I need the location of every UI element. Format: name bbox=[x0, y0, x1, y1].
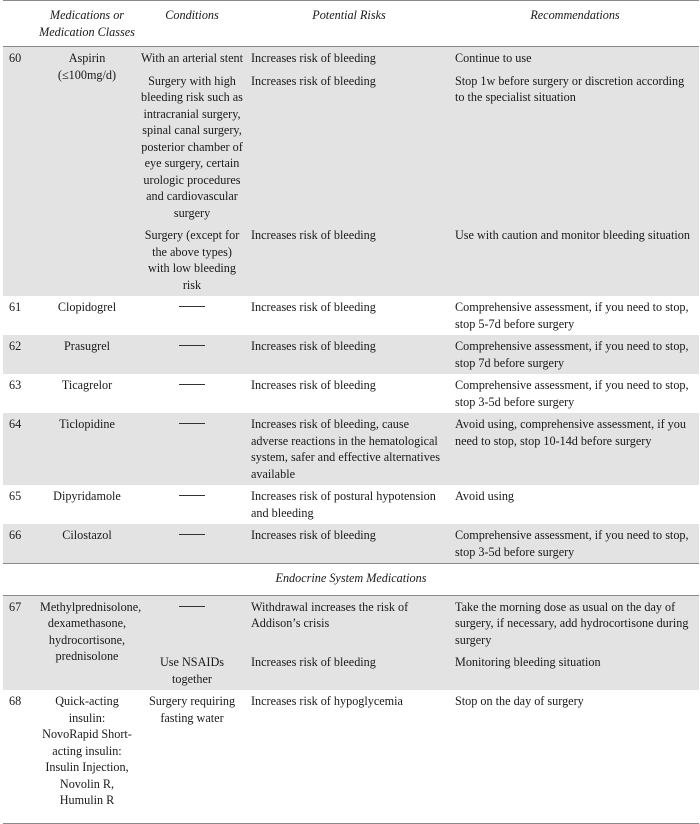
medication-name: Cilostazol bbox=[37, 524, 137, 564]
dash-separator bbox=[179, 534, 205, 535]
condition: Use NSAIDs together bbox=[137, 651, 247, 690]
condition-none bbox=[137, 595, 247, 651]
header-medications: Medications or Medication Classes bbox=[37, 1, 137, 47]
dash-separator bbox=[179, 384, 205, 385]
medication-name: Prasugrel bbox=[37, 335, 137, 374]
medication-name: Clopidogrel bbox=[37, 296, 137, 335]
potential-risk: Increases risk of bleeding bbox=[247, 224, 451, 296]
table-row bbox=[3, 690, 699, 823]
potential-risk: Increases risk of bleeding bbox=[247, 70, 451, 225]
table-row bbox=[3, 413, 699, 485]
medication-name: Aspirin (≤100mg/d) bbox=[37, 47, 137, 297]
condition-none bbox=[137, 413, 247, 485]
row-number: 64 bbox=[3, 413, 37, 485]
recommendation: Comprehensive assessment, if you need to stop, stop 5-7d before surgery bbox=[451, 296, 699, 335]
condition: With an arterial stent bbox=[137, 47, 247, 70]
table-row bbox=[3, 335, 699, 374]
condition: Surgery with high bleeding risk such as intracranial surgery, spinal canal surgery, posterior chamber of eye surgery, certain urologic procedures and cardiovascular surgery bbox=[137, 70, 247, 225]
medication-risk-table bbox=[3, 0, 699, 824]
table-row bbox=[3, 47, 699, 70]
recommendation: Monitoring bleeding situation bbox=[451, 651, 699, 690]
dash-separator bbox=[179, 306, 205, 307]
medication-name: Methylprednisolone, dexamethasone, hydrocortisone, prednisolone bbox=[37, 595, 137, 690]
condition: Surgery requiring fasting water bbox=[137, 690, 247, 823]
potential-risk: Withdrawal increases the risk of Addison’s crisis bbox=[247, 595, 451, 651]
header-recommendations: Recommendations bbox=[451, 1, 699, 47]
condition: Surgery (except for the above types) with low bleeding risk bbox=[137, 224, 247, 296]
table-row bbox=[3, 524, 699, 564]
potential-risk: Increases risk of bleeding, cause adverse reactions in the hematological system, safer and effective alternatives available bbox=[247, 413, 451, 485]
dash-separator bbox=[179, 423, 205, 424]
potential-risk: Increases risk of bleeding bbox=[247, 47, 451, 70]
dash-separator bbox=[179, 606, 205, 607]
recommendation: Comprehensive assessment, if you need to stop, stop 3-5d before surgery bbox=[451, 374, 699, 413]
potential-risk: Increases risk of bleeding bbox=[247, 524, 451, 564]
row-number: 61 bbox=[3, 296, 37, 335]
row-number: 63 bbox=[3, 374, 37, 413]
condition-none bbox=[137, 296, 247, 335]
condition-none bbox=[137, 335, 247, 374]
medication-name: Ticlopidine bbox=[37, 413, 137, 485]
condition-none bbox=[137, 485, 247, 524]
table-row bbox=[3, 485, 699, 524]
potential-risk: Increases risk of bleeding bbox=[247, 296, 451, 335]
row-number: 62 bbox=[3, 335, 37, 374]
section-header-row bbox=[3, 564, 699, 596]
row-number: 66 bbox=[3, 524, 37, 564]
condition-none bbox=[137, 524, 247, 564]
section-title: Endocrine System Medications bbox=[3, 564, 699, 596]
row-number: 67 bbox=[3, 595, 37, 690]
potential-risk: Increases risk of bleeding bbox=[247, 335, 451, 374]
potential-risk: Increases risk of hypoglycemia bbox=[247, 690, 451, 823]
potential-risk: Increases risk of bleeding bbox=[247, 374, 451, 413]
table-header-row bbox=[3, 1, 699, 47]
dash-separator bbox=[179, 495, 205, 496]
recommendation: Comprehensive assessment, if you need to stop, stop 7d before surgery bbox=[451, 335, 699, 374]
recommendation: Avoid using bbox=[451, 485, 699, 524]
recommendation: Comprehensive assessment, if you need to stop, stop 3-5d before surgery bbox=[451, 524, 699, 564]
dash-separator bbox=[179, 345, 205, 346]
recommendation: Continue to use bbox=[451, 47, 699, 70]
table-row bbox=[3, 296, 699, 335]
condition-none bbox=[137, 374, 247, 413]
medication-name: Dipyridamole bbox=[37, 485, 137, 524]
header-conditions: Conditions bbox=[137, 1, 247, 47]
recommendation: Use with caution and monitor bleeding situation bbox=[451, 224, 699, 296]
row-number: 60 bbox=[3, 47, 37, 297]
header-potential-risks: Potential Risks bbox=[247, 1, 451, 47]
row-number: 68 bbox=[3, 690, 37, 823]
recommendation: Stop on the day of surgery bbox=[451, 690, 699, 823]
medication-name: Quick-acting insulin: NovoRapid Short-acting insulin: Insulin Injection, Novolin R, Humulin R bbox=[37, 690, 137, 823]
potential-risk: Increases risk of postural hypotension and bleeding bbox=[247, 485, 451, 524]
potential-risk: Increases risk of bleeding bbox=[247, 651, 451, 690]
recommendation: Avoid using, comprehensive assessment, if you need to stop, stop 10-14d before surgery bbox=[451, 413, 699, 485]
row-number: 65 bbox=[3, 485, 37, 524]
medication-name: Ticagrelor bbox=[37, 374, 137, 413]
recommendation: Take the morning dose as usual on the day of surgery, if necessary, add hydrocortisone during surgery bbox=[451, 595, 699, 651]
table-row bbox=[3, 374, 699, 413]
table-row bbox=[3, 595, 699, 651]
header-number bbox=[3, 1, 37, 47]
recommendation: Stop 1w before surgery or discretion according to the specialist situation bbox=[451, 70, 699, 225]
